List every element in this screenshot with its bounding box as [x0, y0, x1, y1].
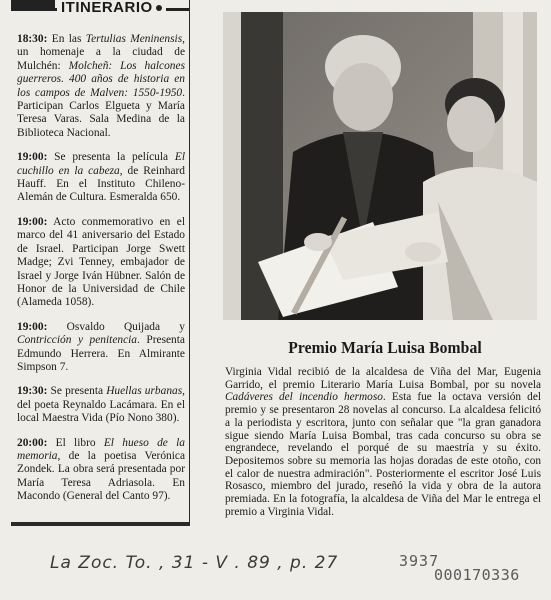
section-title: ITINERARIO	[57, 0, 166, 16]
header-block	[11, 0, 55, 8]
event-item	[17, 321, 185, 375]
event-time: 20:00:	[17, 436, 48, 449]
article-headline: Premio María Luisa Bombal	[288, 338, 482, 357]
stamp-number: 3937	[399, 552, 440, 570]
column-bottom-rule	[11, 522, 189, 526]
award-photo	[223, 12, 537, 320]
event-list	[17, 33, 185, 515]
event-description: Osvaldo Quijada y Contricción y penitencia. Presenta Edmundo Herrera. En Almirante Simpson 7.	[17, 320, 185, 373]
event-item	[17, 151, 185, 205]
event-item	[17, 216, 185, 310]
event-description: Acto conmemorativo en el marco del 41 aniversario del Estado de Israel. Participan Jorge Swett Madge; Zvi Tenney, embajador de Israel y Jorge Iván Hübner. Salón de Honor de la Universidad de Chile (Alameda 1058).	[17, 215, 185, 309]
event-time: 19:00:	[17, 151, 48, 164]
handwritten-source-note: La Zoc. To. , 31 - V . 89 , p. 27	[50, 553, 339, 573]
article-body: Virginia Vidal recibió de la alcaldesa de Viña del Mar, Eugenia Garrido, el premio Literario María Luisa Bombal, por su novela Cadáveres del incendio hermoso. Esta fue la octava versión del premio y se presentaron 28 novelas al concurso. La alcaldesa felicitó a la periodista y escritora, junto con señalar que "la gran ganadora sigue siendo María Luisa Bombal, tras cada concurso su obra se engrandece, revelando el porqué de su maestría y su éxito. Depositemos sobre su memoria las hojas doradas de este otoño, con el calor de nuestra admiración". Posteriormente el escritor José Luis Rosasco, miembro del jurado, reseñó la vida y obra de la autora premiada. En la fotografía, la alcaldesa de Viña del Mar le entrega el premio a Virginia Vidal.	[225, 366, 541, 518]
event-item	[17, 385, 185, 425]
event-description: En las Tertulias Meninensis, un homenaje a la ciudad de Mulchén: Molcheñ: Los halcones guerreros. 400 años de historia en los campos de Malven: 1550-1950. Participan Carlos Elgueta y María Teresa Varas. Sala Medina de la Biblioteca Nacional.	[17, 33, 185, 139]
event-item	[17, 437, 185, 504]
event-time: 19:00:	[17, 320, 48, 333]
event-description: Se presenta Huellas urbanas, del poeta Reynaldo Lacámara. En el local Maestra Vida (Pío Nono 380).	[17, 385, 185, 425]
event-description: El libro El hueso de la memoria, de la poetisa Verónica Zondek. La obra será presentada por María Teresa Adriasola. En Macondo (General del Canto 97).	[17, 436, 185, 503]
event-time: 19:30:	[17, 385, 48, 398]
itinerary-header	[11, 0, 189, 19]
event-item	[17, 33, 185, 140]
photo-illustration	[223, 12, 537, 320]
catalog-number: 000170336	[434, 566, 520, 584]
article-column	[205, 0, 551, 560]
itinerary-column	[11, 0, 190, 526]
event-time: 18:30:	[17, 33, 48, 45]
event-description: Se presenta la película El cuchillo en la cabeza, de Reinhard Hauff. En el Instituto Chileno-Alemán de Cultura. Esmeralda 650.	[17, 151, 185, 204]
event-time: 19:00:	[17, 215, 48, 228]
